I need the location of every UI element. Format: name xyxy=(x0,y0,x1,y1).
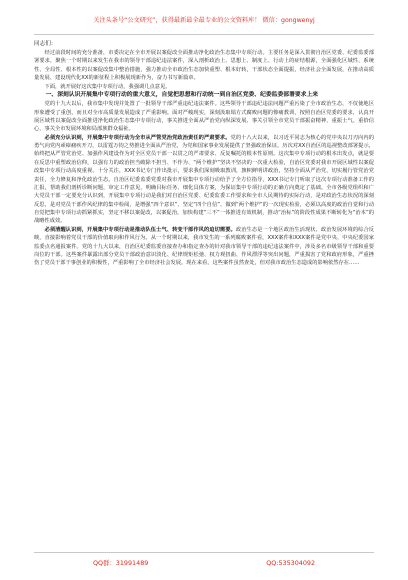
section-heading-1: 一、深刻认识开展集中专项行动的重大意义，自觉把思想和行动统一到自治区党委、纪委监委部署要求上来 xyxy=(45,91,319,98)
section-1-paragraph-3 xyxy=(34,226,374,268)
intro-paragraph-1: 经过前段时间的充分准备，市委决定在全市开展以案促改全面推动净化政治生态集中专项行动。主要任务是深入贯彻自治区党委、纪委监委部署要求，聚焦一个时期以来发生在我市的领导干部违纪违法案件，深入剖析政治上、思想上、制度上、行动上的症结根源，全面强化区域性、系统性、全局性、根本性的以案促改集中整治措施，强力推动全市政治生态加快重塑、根本好转，干部状态全面提振，经济社会全面发展，在推动高质量发展、建设现代化XX的新征程上积极展现新作为，奋力书写新篇章。 xyxy=(34,50,374,82)
salutation: 同志们： xyxy=(34,41,57,47)
paragraph-lead: 必须清醒认识到，开展集中专项行动是推动队伍士气、转变干部作风的迫切需要。 xyxy=(44,226,236,233)
section-1-paragraph-1: 党的十九大以后，我市集中发现并处置了一批领导干部严重违纪违法案件。这些领导干部违纪违法问题严重污染了全市政治生态，不仅使地区形象遭受了重创，而且对全市高质量发展造成了严重影响。面对严峻现实，深刻汲取塌方式腐败问题的惨痛教训，按照自治区党委的要求，认真开展区域性以案促改全面推进净化政治生态集中专项行动，事关推进全面从严治党向纵深发展、事关引领全市党员干部振奋精神、重振士气、重拾信心，事关全市发展环境和局部族群众福祉。 xyxy=(34,101,374,133)
qq-group-text: QQ群：31991489 xyxy=(92,559,149,567)
qq-number-text: QQ:535304092 xyxy=(266,559,316,567)
header-divider xyxy=(34,34,374,35)
footer-divider xyxy=(34,552,374,553)
paragraph-text: 党的十八大以来，以习近平同志为核心的党中央以刀刃向内的勇气向党内顽瘴痼疾开刀，以雷霆万钧之势推进全面从严治党，为党和国家事业发展提供了坚强政治保证。历次对XX自治区的巡视整改部署提示，始终把从严管党治党、加强作风建设作为对全区党员干部一以贯之的严肃要求、反复嘱托的根本性原则。这次集中专项行动的根本出发点，就是要在反思中重塑政治信仰，以强有力的政治担当破除不担当、不作为、“两个维护”坚决不坚决的一次重大检验，自治区党委对我市开展区域性以案促改集中专项行动高度重视、十分关注，XXX书记专门作出批示，要求我们深刻吸取教训，旗帜鲜明讲政治，坚持全面从严治党，切实履行管党治党责任，全力修复和净化政治生态。自治区纪委监委党委对我市开展集中专项行动给予了全方位指导，XXX书记专门听取了这次专项行动准备工作的汇报，帮助我们剖析诊断问题，审定工作意见，明确目标任务、细化具体方案，为保证集中专项行动的正确方向奠定了基础。全市各级党组织和广大党员干部一定要充分认识到，开展集中专项行动是我们对自治区党委、纪委监委工作要求和全市人民期待的实际行动，是对政治生态状况的深刻反思，是对党员干部作风纪律的集中检阅，是增强“四个意识”、坚定“四个自信”、做到“两个维护”的一次现实检验，必须以高度的政治自觉和行动自觉把集中专项行动抓紧抓实，坚定不移以案促改，以案促治，加快构建“三不”一体推进有效机制，推动“治标”的阶段性成果不断转化为“治本”的战略性成效。 xyxy=(34,134,374,225)
contact-footer xyxy=(34,558,374,568)
document-body xyxy=(34,40,374,548)
paragraph-text: 政治生态是一个地区政治生活现状、政治发展环境的综合反映，直接影响着党员干部的价值取向和作风行为。从一个时期以来，我市发生的一系列腐败案件看，XXX案件和XXX案件是党中央、中央纪委国家监委点名通报案件。党的十九大以来，自治区纪委监委直接查办和指定查办的针对我市领导干部的违纪违法案件中，涉及多名市级领导干部和重要岗位的干部。这些案件暴露出部分党员干部政治意识淡化、纪律规矩松弛、权力观扭曲、作风漂浮等突出问题，严重损害了党和政府形象，严重挫伤了党员干部干事创业的积极性，严重影响了全市经济社会发展。现在来看，这些案件虽然查处，但对我市政治生态造成的影响依然存在…… xyxy=(34,226,374,267)
promo-banner: 关注头条号“公文研究”，获得最新最全最专业的公文资料库！ 微信：gongwenyj xyxy=(93,17,315,24)
paragraph-lead: 必须充分认识到，开展集中专项行动为全市从严管党治党政治责任的严肃要求。 xyxy=(44,134,231,141)
intro-paragraph-2: 下面，就开展好这次集中专项行动，我强调几点意见。 xyxy=(44,83,171,90)
section-1-paragraph-2 xyxy=(34,134,374,226)
